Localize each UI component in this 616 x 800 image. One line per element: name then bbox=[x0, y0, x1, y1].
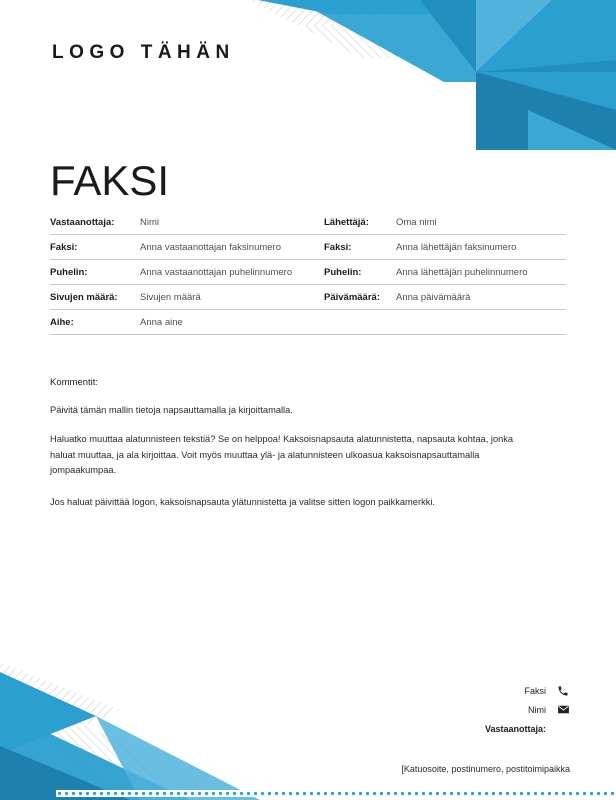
envelope-icon bbox=[556, 703, 570, 717]
comments-label: Kommentit: bbox=[50, 377, 99, 388]
contact-row-recipient bbox=[310, 719, 570, 738]
comments-paragraph-1[interactable]: Päivitä tämän mallin tietoja napsauttamalla ja kirjoittamalla. bbox=[50, 405, 293, 415]
phone-icon bbox=[556, 684, 570, 698]
field-label bbox=[324, 317, 396, 328]
page-title: FAKSI bbox=[50, 157, 170, 204]
field-value[interactable]: Nimi bbox=[140, 217, 159, 228]
field-value[interactable]: Anna vastaanottajan faksinumero bbox=[140, 242, 282, 253]
field-label: Puhelin: bbox=[50, 267, 88, 278]
field-page-count bbox=[50, 285, 324, 309]
field-label: Lähettäjä: bbox=[324, 217, 369, 228]
field-value[interactable]: Anna lähettäjän puhelinnumero bbox=[396, 267, 528, 278]
field-recipient-fax bbox=[50, 235, 324, 259]
fax-fields-table bbox=[50, 210, 566, 335]
field-value[interactable]: Anna lähettäjän faksinumero bbox=[396, 242, 517, 253]
field-label: Sivujen määrä: bbox=[50, 292, 118, 303]
field-sender-phone bbox=[324, 260, 566, 284]
field-value[interactable]: Sivujen määrä bbox=[140, 292, 201, 303]
field-empty bbox=[324, 310, 566, 334]
field-recipient-phone bbox=[50, 260, 324, 284]
table-row bbox=[50, 260, 566, 285]
table-row bbox=[50, 210, 566, 235]
field-label: Vastaanottaja: bbox=[50, 217, 115, 228]
contact-label: Vastaanottaja: bbox=[484, 723, 546, 734]
field-value[interactable]: Oma nimi bbox=[396, 217, 437, 228]
comments-paragraph-2[interactable]: Haluatko muuttaa alatunnisteen tekstiä? Se on helppoa! Kaksoisnapsauta alatunnistetta, napsauta kohtaa, jonka haluat muuttaa, ja ala kirjoittaa. Voit myös muuttaa ylä- ja alatunnisteen ulkoasua kaksoisnapsauttamalla jompaakumpaa. bbox=[50, 434, 514, 475]
header-decoration bbox=[0, 0, 616, 150]
footer-address: [Katuosoite, postinumero, postitoimipaikka bbox=[401, 764, 570, 774]
field-value[interactable]: Anna aine bbox=[140, 317, 183, 328]
field-label: Faksi: bbox=[50, 242, 78, 253]
contact-label: Nimi bbox=[528, 704, 546, 715]
table-row bbox=[50, 235, 566, 260]
field-sender-fax bbox=[324, 235, 566, 259]
contact-row-name bbox=[310, 700, 570, 719]
field-label: Puhelin: bbox=[324, 267, 362, 278]
blank-icon bbox=[556, 722, 570, 736]
logo-text: LOGO TÄHÄN bbox=[52, 42, 235, 63]
field-value[interactable]: Anna vastaanottajan puhelinnumero bbox=[140, 267, 293, 278]
field-recipient bbox=[50, 210, 324, 234]
contact-label: Faksi bbox=[524, 685, 546, 696]
field-subject bbox=[50, 310, 324, 334]
comments-paragraph-3[interactable]: Jos haluat päivittää logon, kaksoisnapsauta ylätunnistetta ja valitse sitten logon paikkamerkki. bbox=[50, 497, 436, 507]
contact-row-fax bbox=[310, 681, 570, 700]
table-row bbox=[50, 285, 566, 310]
field-label: Päivämäärä: bbox=[324, 292, 380, 303]
table-row bbox=[50, 310, 566, 335]
field-label: Faksi: bbox=[324, 242, 352, 253]
field-value[interactable]: Anna päivämäärä bbox=[396, 292, 471, 303]
footer-contact-block bbox=[310, 681, 570, 738]
field-date bbox=[324, 285, 566, 309]
field-label: Aihe: bbox=[50, 317, 74, 328]
field-sender bbox=[324, 210, 566, 234]
